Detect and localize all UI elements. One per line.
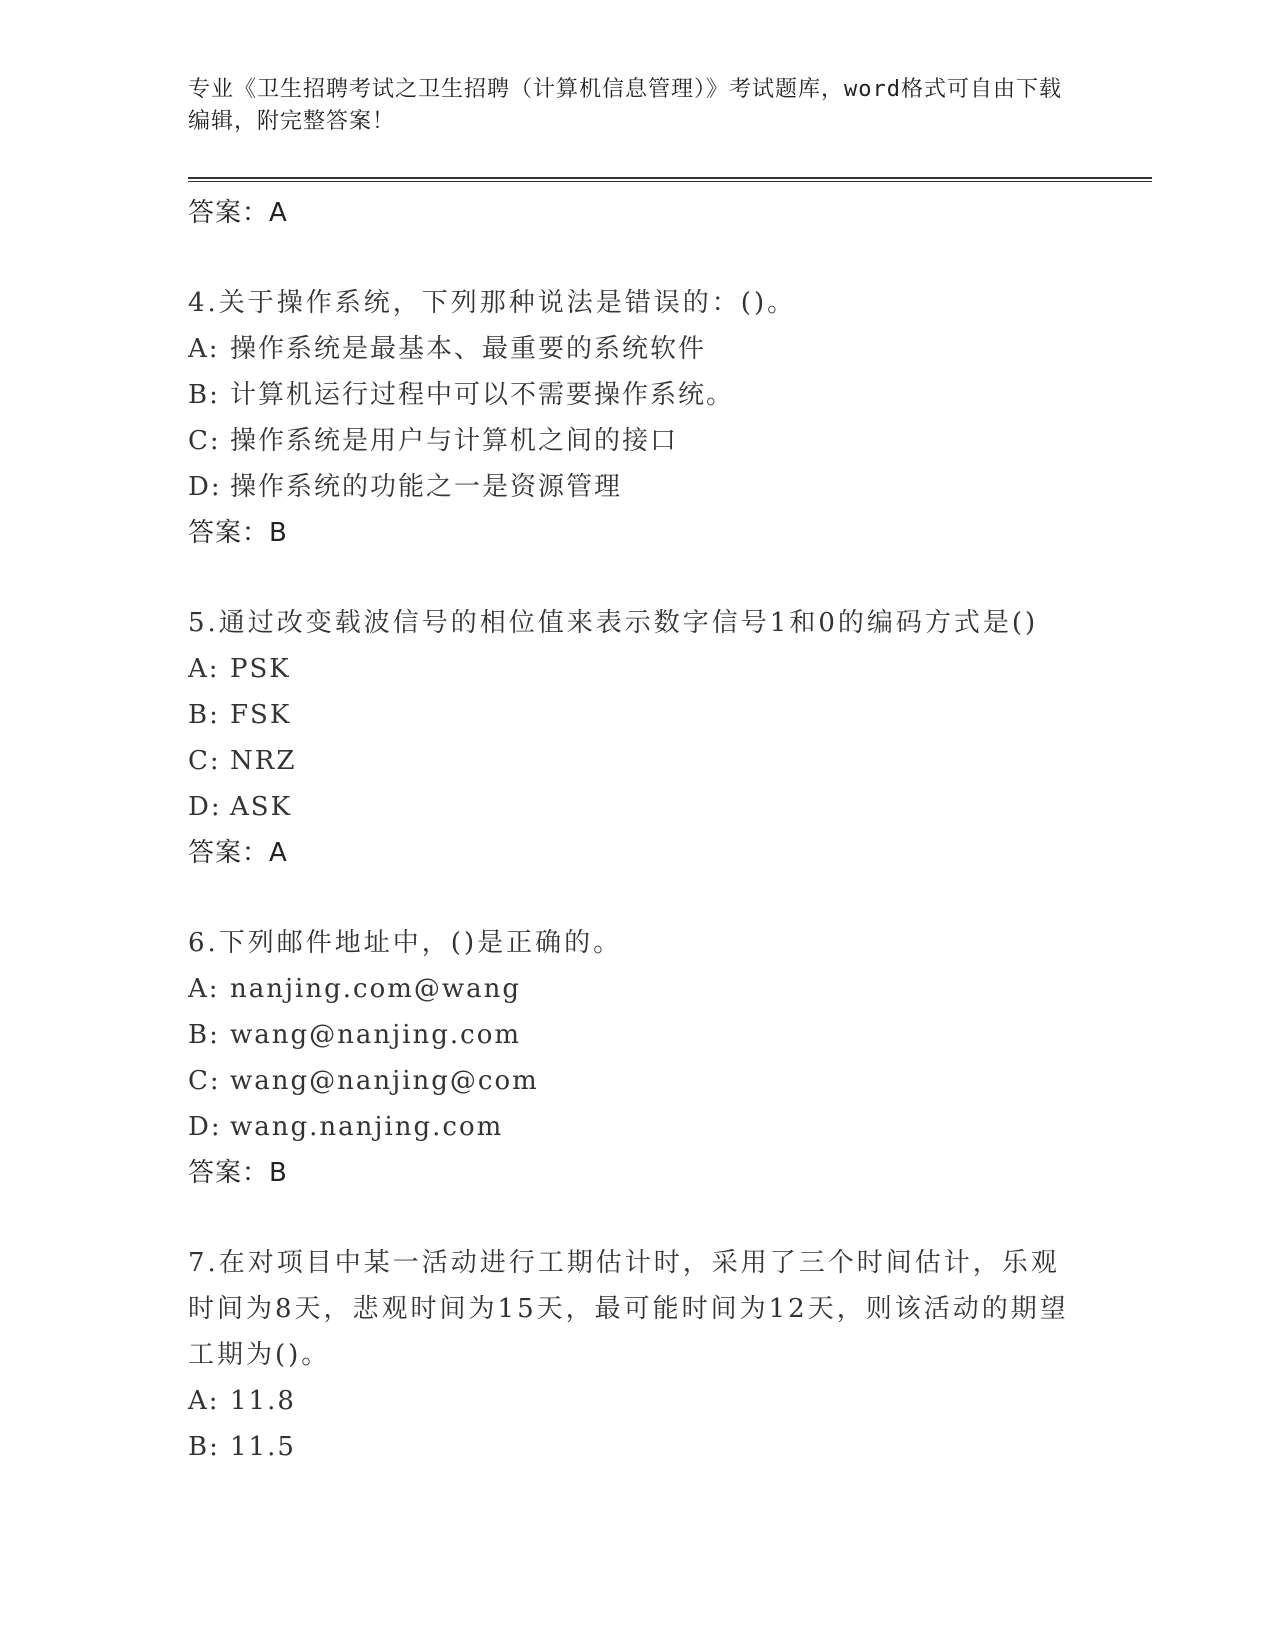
option-text: 操作系统的功能之一是资源管理 (230, 472, 623, 502)
option-text: PSK (230, 654, 291, 684)
option-text: nanjing.com@wang (230, 974, 522, 1004)
option-letter: C: (188, 1066, 221, 1096)
question-block (188, 280, 1088, 556)
header-rule-thick (188, 177, 1152, 179)
option-c (188, 738, 1088, 784)
option-letter: A: (188, 654, 220, 684)
option-a (188, 326, 1088, 372)
question-text: 4.关于操作系统，下列那种说法是错误的：()。 (188, 288, 797, 318)
document-header: 专业《卫生招聘考试之卫生招聘（计算机信息管理）》考试题库，word格式可自由下载编辑，附完整答案！ (188, 77, 1062, 134)
option-letter: B: (188, 1020, 220, 1050)
option-letter: D: (188, 1112, 222, 1142)
option-letter: A: (188, 1386, 220, 1416)
option-b (188, 692, 1088, 738)
option-b (188, 1012, 1088, 1058)
option-text: 11.5 (230, 1432, 296, 1462)
option-a (188, 966, 1088, 1012)
option-text: wang@nanjing.com (230, 1020, 522, 1050)
option-c (188, 1058, 1088, 1104)
option-text: 操作系统是用户与计算机之间的接口 (230, 426, 679, 456)
option-letter: C: (188, 426, 221, 456)
question-list (188, 190, 1088, 1470)
option-text: FSK (230, 700, 292, 730)
question-block (188, 600, 1088, 876)
answer-line: 答案：B (188, 1158, 288, 1188)
question-block (188, 920, 1088, 1196)
header-rule-thin (188, 181, 1152, 182)
option-d (188, 464, 1088, 510)
question-text: 5.通过改变载波信号的相位值来表示数字信号1和0的编码方式是() (188, 608, 1039, 638)
question-block (188, 1240, 1088, 1470)
option-b (188, 1424, 1088, 1470)
option-letter: C: (188, 746, 221, 776)
option-letter: B: (188, 1432, 220, 1462)
option-d (188, 1104, 1088, 1150)
option-text: ASK (230, 792, 293, 822)
answer-line: 答案：A (188, 838, 288, 868)
option-c (188, 418, 1088, 464)
option-text: 11.8 (230, 1386, 296, 1416)
question-text: 6.下列邮件地址中，()是正确的。 (188, 928, 623, 958)
answer-line: 答案：B (188, 518, 288, 548)
option-text: 操作系统是最基本、最重要的系统软件 (230, 334, 707, 364)
option-letter: B: (188, 380, 220, 410)
option-text: NRZ (230, 746, 297, 776)
option-letter: A: (188, 974, 220, 1004)
option-text: 计算机运行过程中可以不需要操作系统。 (230, 380, 735, 410)
option-a (188, 1378, 1088, 1424)
answer-line: 答案：A (188, 198, 288, 228)
option-letter: D: (188, 792, 222, 822)
question-text: 7.在对项目中某一活动进行工期估计时，采用了三个时间估计，乐观时间为8天，悲观时间为15天，最可能时间为12天，则该活动的期望工期为()。 (188, 1248, 1069, 1370)
option-b (188, 372, 1088, 418)
option-d (188, 784, 1088, 830)
option-letter: A: (188, 334, 220, 364)
option-letter: B: (188, 700, 220, 730)
option-letter: D: (188, 472, 222, 502)
option-text: wang.nanjing.com (230, 1112, 504, 1142)
option-a (188, 646, 1088, 692)
option-text: wang@nanjing@com (230, 1066, 539, 1096)
